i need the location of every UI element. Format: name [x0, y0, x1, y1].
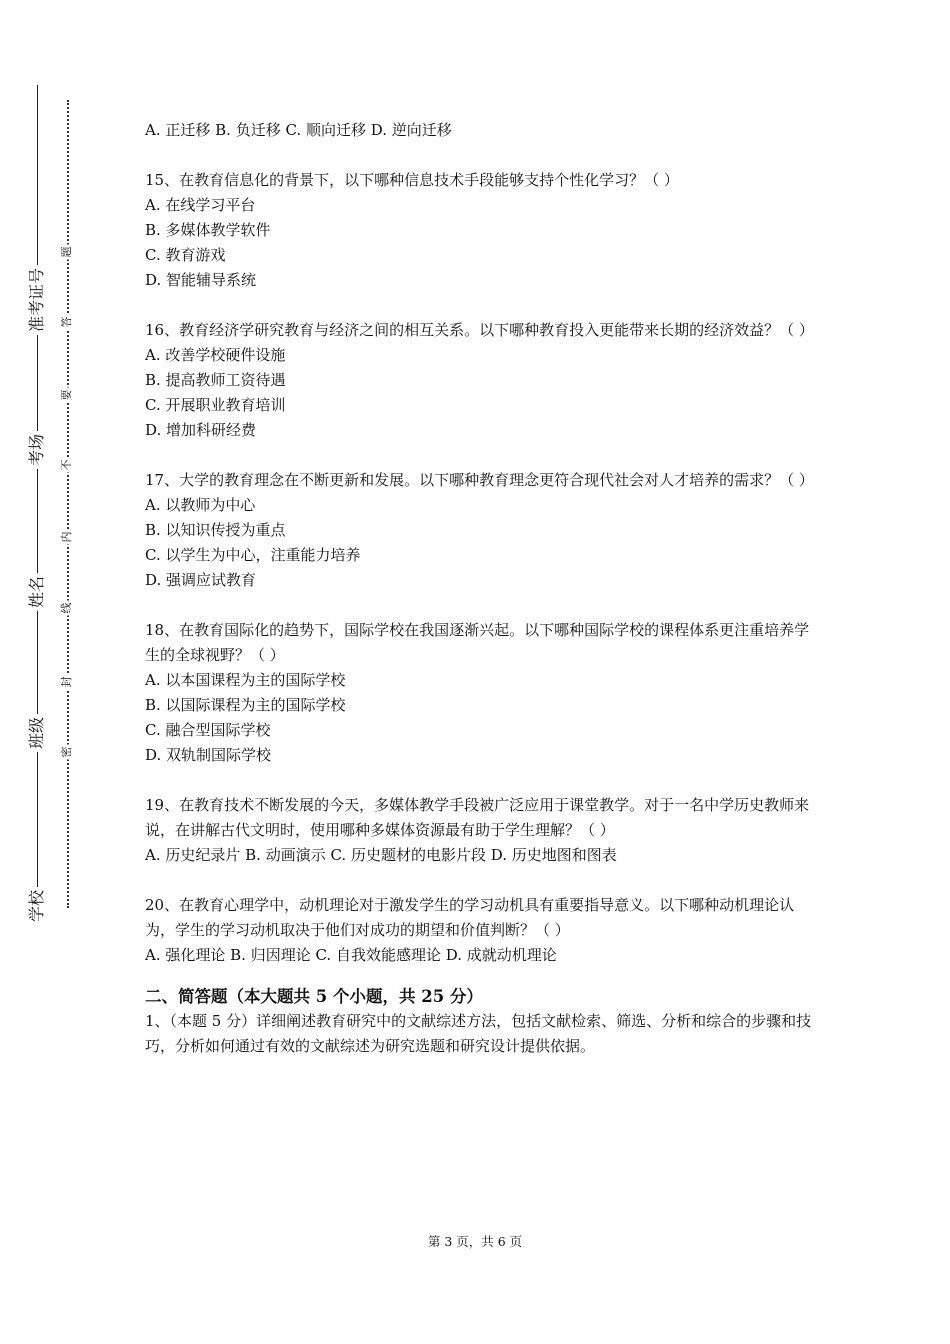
exam-content: [145, 118, 813, 1059]
binding-dotted-line: [67, 100, 69, 908]
options-line: A. 强化理论 B. 归因理论 C. 自我效能感理论 D. 成就动机理论: [145, 946, 557, 964]
question-15: [145, 168, 813, 293]
option-b: B. 以知识传授为重点: [145, 521, 286, 539]
option-d: D. 增加科研经费: [145, 421, 257, 439]
question-stem: 20、在教育心理学中，动机理论对于激发学生的学习动机具有重要指导意义。以下哪种动机理论认为，学生的学习动机取决于他们对成功的期望和价值判断？（ ）: [145, 896, 795, 939]
binding-solid-line: [37, 85, 38, 925]
q14-options: A. 正迁移 B. 负迁移 C. 顺向迁移 D. 逆向迁移: [145, 121, 452, 139]
question-stem: 16、教育经济学研究教育与经济之间的相互关系。以下哪种教育投入更能带来长期的经济效益？（ ）: [145, 321, 814, 339]
option-b: B. 多媒体教学软件: [145, 221, 271, 239]
question-18: [145, 618, 813, 768]
option-b: B. 提高教师工资待遇: [145, 371, 286, 389]
seal-warning-char: 要: [60, 389, 73, 401]
option-c: C. 以学生为中心，注重能力培养: [145, 546, 361, 564]
short-answer-question-1: 1、（本题 5 分）详细阐述教育研究中的文献综述方法，包括文献检索、筛选、分析和综合的步骤和技巧，分析如何通过有效的文献综述为研究选题和研究设计提供依据。: [145, 1012, 812, 1055]
question-stem: 18、在教育国际化的趋势下，国际学校在我国逐渐兴起。以下哪种国际学校的课程体系更注重培养学生的全球视野？（ ）: [145, 621, 810, 664]
section-title-short-answer: 二、简答题（本大题共 5 个小题，共 25 分）: [145, 987, 483, 1006]
seal-warning-char: 不: [60, 459, 73, 471]
page-footer: 第 3 页，共 6 页: [427, 1234, 523, 1249]
option-d: D. 强调应试教育: [145, 571, 257, 589]
seal-warning-char: 题: [60, 246, 73, 258]
question-17: [145, 468, 813, 593]
question-stem: 17、大学的教育理念在不断更新和发展。以下哪种教育理念更符合现代社会对人才培养的需求？（ ）: [145, 471, 814, 489]
seal-warning-char: 内: [60, 531, 73, 543]
option-a: A. 改善学校硬件设施: [145, 346, 286, 364]
question-19: [145, 793, 813, 868]
question-16: [145, 318, 813, 443]
question-stem: 19、在教育技术不断发展的今天，多媒体教学手段被广泛应用于课堂教学。对于一名中学历史教师来说，在讲解古代文明时，使用哪种多媒体资源最有助于学生理解？（ ）: [145, 796, 810, 839]
option-b: B. 以国际课程为主的国际学校: [145, 696, 346, 714]
options-line: A. 历史纪录片 B. 动画演示 C. 历史题材的电影片段 D. 历史地图和图表: [145, 846, 617, 864]
question-stem: 15、在教育信息化的背景下，以下哪种信息技术手段能够支持个性化学习？（ ）: [145, 171, 679, 189]
option-c: C. 开展职业教育培训: [145, 396, 286, 414]
seal-warning-char: 封: [60, 676, 73, 688]
field-label-exam-room: 考场: [26, 431, 48, 469]
option-d: D. 智能辅导系统: [145, 271, 257, 289]
seal-warning-char: 答: [60, 316, 73, 328]
option-d: D. 双轨制国际学校: [145, 746, 272, 764]
option-a: A. 以教师为中心: [145, 496, 256, 514]
option-a: A. 在线学习平台: [145, 196, 256, 214]
field-label-name: 姓名: [26, 573, 48, 611]
question-20: [145, 893, 813, 968]
seal-warning-char: 线: [60, 602, 73, 614]
binding-margin: [0, 0, 110, 1344]
option-c: C. 融合型国际学校: [145, 721, 271, 739]
option-a: A. 以本国课程为主的国际学校: [145, 671, 346, 689]
option-c: C. 教育游戏: [145, 246, 226, 264]
seal-warning-char: 密: [60, 746, 73, 758]
field-label-exam-id: 准考证号: [26, 265, 48, 335]
field-label-class: 班级: [26, 714, 48, 752]
field-label-school: 学校: [26, 887, 48, 925]
